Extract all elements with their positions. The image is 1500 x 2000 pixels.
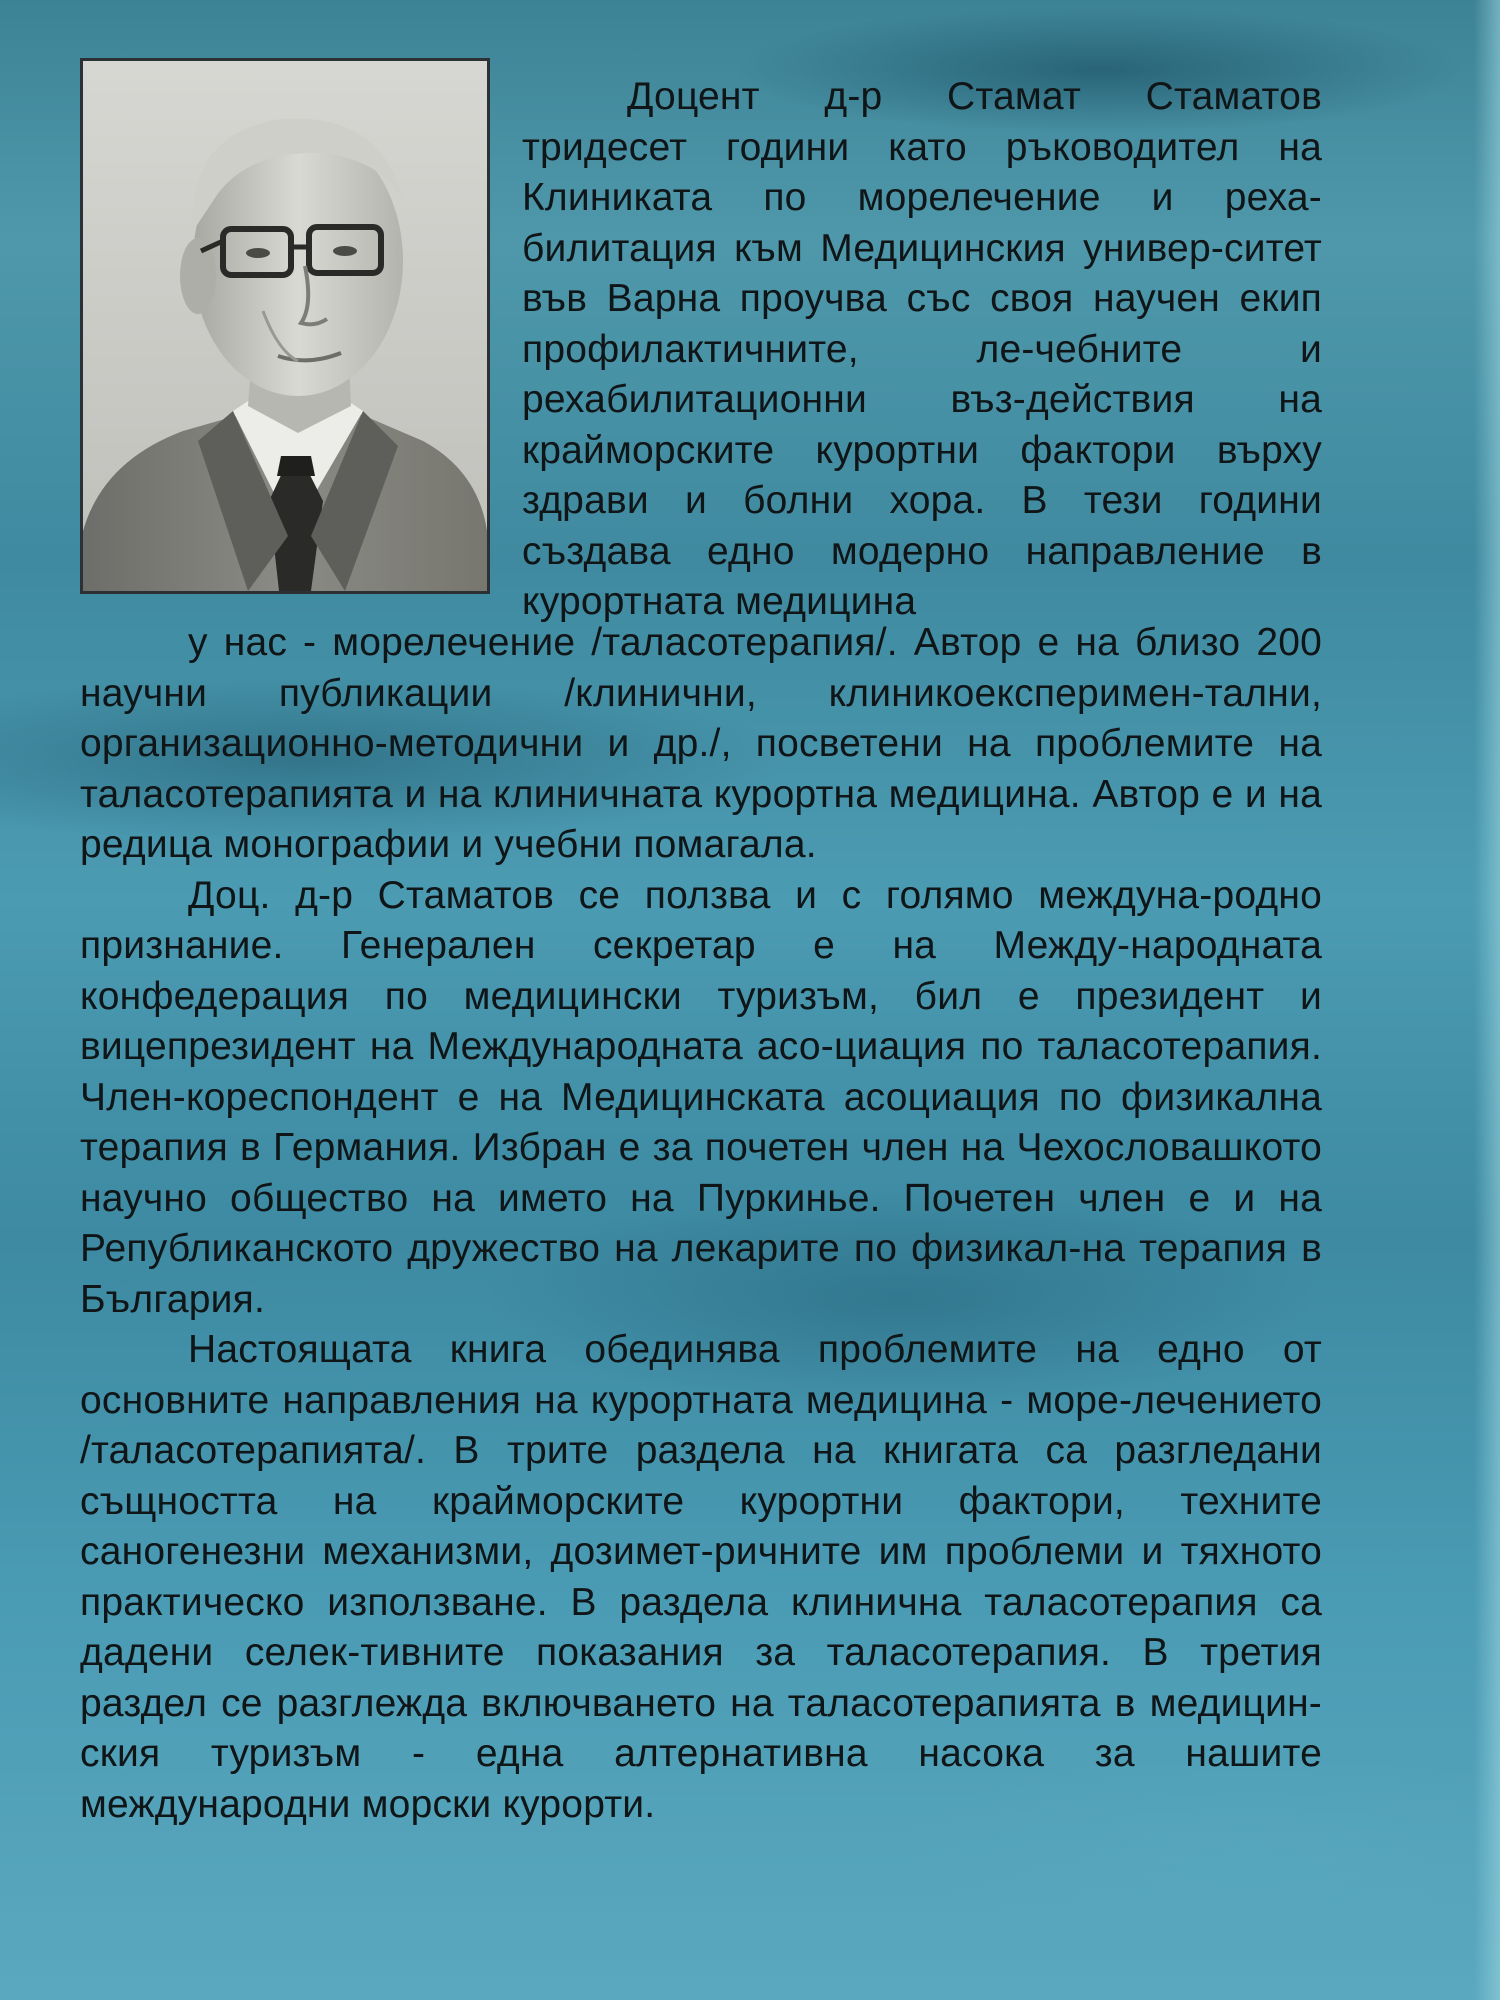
book-edge — [1474, 0, 1500, 2000]
portrait-photo — [83, 61, 487, 591]
text-body — [80, 618, 1322, 1830]
biography-paragraph-2: Доц. д-р Стаматов се ползва и с голямо междуна-родно признание. Генерален секретар е на Между-народната конфедерация по медицински туризъм, бил е президент и вицепрезидент на Международната асо-циация по таласотерапия. Член-кореспондент е на Медицинската асоциация по физикална терапия в Германия. Избран е за почетен член на Чехословашкото научно общество на името на Пуркинье. Почетен член е и на Републиканското дружество на лекарите по физикал-на терапия в България. — [80, 873, 1322, 1321]
book-description-paragraph: Настоящата книга обединява проблемите на едно от основните направления на курортната медицина - море-лечението /таласотерапията/. В трите раздела на книгата са разгледани същността на крайморските курортни фактори, техните саногенезни механизми, дозимет-ричните им проблеми и тяхното практическо използване. В раздела клинична таласотерапия са дадени селек-тивните показания за таласотерапия. В третия раздел се разглежда включването на таласотерапията в медицин-ския туризъм - една алтернативна насока за нашите международни морски курорти. — [80, 1328, 1322, 1826]
author-portrait — [80, 58, 490, 594]
biography-paragraph-1-bottom: у нас - морелечение /таласотерапия/. Автор е на близо 200 научни публикации /клинични, клиникоексперимен-тални, организационно-методични и др./, посветени на проблемите на таласотерапията и на клиничната курортна медицина. Автор е и на редица монографии и учебни помагала. — [80, 621, 1322, 866]
biography-paragraph-1-top: Доцент д-р Стамат Стаматов тридесет години като ръководител на Клиниката по морелечение и реха-билитация към Медицинския универ-ситет във Варна проучва със своя научен екип профилактичните, ле-чебните и рехабилитационни въз-действия на крайморските курортни фактори върху здрави и болни хора. В тези години създава едно модерно направление в курортната медицина — [522, 75, 1322, 623]
